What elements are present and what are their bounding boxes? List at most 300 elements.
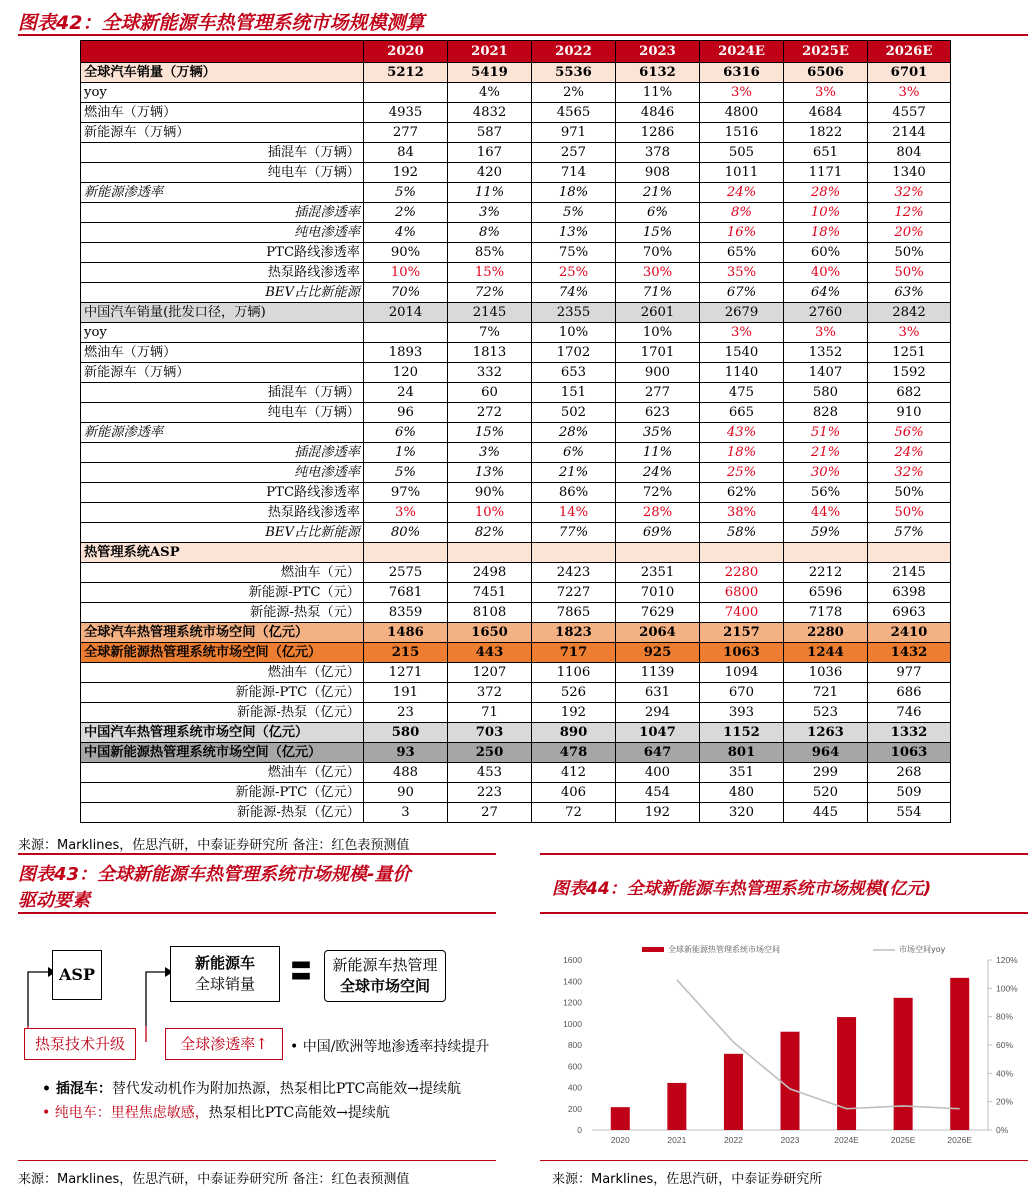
table-cell: 2145 <box>448 303 532 323</box>
y2-tick-label: 60% <box>996 1040 1014 1050</box>
table-cell: 4846 <box>616 103 700 123</box>
y2-tick-label: 120% <box>996 955 1018 965</box>
fig43-rule <box>18 912 496 914</box>
table-cell: 378 <box>616 143 700 163</box>
fig44-chart <box>540 940 1028 1155</box>
table-cell: 50% <box>868 503 951 523</box>
table-cell: 77% <box>532 523 616 543</box>
table-cell: 11% <box>448 183 532 203</box>
table-cell: 400 <box>616 763 700 783</box>
table-cell: 6596 <box>784 583 868 603</box>
row-label: 全球汽车销量（万辆） <box>81 63 364 83</box>
fig43-bottom-rule <box>18 1160 496 1161</box>
table-cell: 13% <box>448 463 532 483</box>
table-cell: 56% <box>784 483 868 503</box>
table-row <box>81 643 951 663</box>
table-cell <box>616 543 700 563</box>
table-cell: 1271 <box>364 663 448 683</box>
table-row <box>81 583 951 603</box>
asp-box <box>52 950 102 1000</box>
table-cell: 2212 <box>784 563 868 583</box>
table-cell: 1% <box>364 443 448 463</box>
equals-sign: 〓 <box>290 960 313 985</box>
table-cell: 215 <box>364 643 448 663</box>
table-cell: 502 <box>532 403 616 423</box>
fig44-rule <box>540 912 1028 914</box>
table-cell: 18% <box>700 443 784 463</box>
table-cell: 908 <box>616 163 700 183</box>
table-cell: 372 <box>448 683 532 703</box>
legend-bar-label: 全球新能源热管理系统市场空间 <box>668 945 780 954</box>
table-cell: 320 <box>700 803 784 823</box>
table-cell: 2842 <box>868 303 951 323</box>
y2-tick-label: 20% <box>996 1096 1014 1107</box>
table-cell: 3 <box>364 803 448 823</box>
table-cell: 24% <box>616 463 700 483</box>
table-cell: 30% <box>616 263 700 283</box>
table-cell: 82% <box>448 523 532 543</box>
table-cell: 2679 <box>700 303 784 323</box>
table-row <box>81 463 951 483</box>
table-cell: 18% <box>784 223 868 243</box>
row-label: BEV占比新能源 <box>81 523 364 543</box>
table-cell: 1207 <box>448 663 532 683</box>
table-row <box>81 803 951 823</box>
table-row <box>81 123 951 143</box>
y-tick-label: 800 <box>567 1040 582 1050</box>
table-cell: 299 <box>784 763 868 783</box>
table-cell: 80% <box>364 523 448 543</box>
table-cell: 74% <box>532 283 616 303</box>
table-cell: 10% <box>364 263 448 283</box>
y-tick-label: 1600 <box>563 955 582 965</box>
table-cell: 454 <box>616 783 700 803</box>
chart-legend <box>642 944 946 954</box>
table-cell: 5419 <box>448 63 532 83</box>
table-cell: 32% <box>868 463 951 483</box>
table-cell: 2% <box>532 83 616 103</box>
table-cell: 3% <box>364 503 448 523</box>
table-cell: 1047 <box>616 723 700 743</box>
row-label: yoy <box>81 323 364 343</box>
table-cell: 1011 <box>700 163 784 183</box>
table-cell: 3% <box>700 83 784 103</box>
table-row <box>81 223 951 243</box>
table-cell: 1063 <box>868 743 951 763</box>
table-cell: 151 <box>532 383 616 403</box>
table-cell: 1251 <box>868 343 951 363</box>
table-cell: 277 <box>616 383 700 403</box>
table-cell: 5% <box>364 183 448 203</box>
fig42-source: 来源：Marklines，佐思汽研，中泰证券研究所 备注：红色表预测值 <box>18 838 410 853</box>
table-cell: 475 <box>700 383 784 403</box>
table-cell: 40% <box>784 263 868 283</box>
table-cell: 4800 <box>700 103 784 123</box>
heatpump-upgrade-box <box>24 1028 136 1060</box>
row-label: 燃油车（亿元） <box>81 763 364 783</box>
market-space-line2: 全球市场空间 <box>339 977 430 995</box>
table-cell: 580 <box>364 723 448 743</box>
table-cell: 1036 <box>784 663 868 683</box>
x-tick-label: 2021 <box>667 1135 687 1145</box>
bar-2024E <box>837 1017 856 1130</box>
table-cell: 8359 <box>364 603 448 623</box>
table-cell: 1140 <box>700 363 784 383</box>
table-cell: 1822 <box>784 123 868 143</box>
table-cell: 4684 <box>784 103 868 123</box>
row-label: 插混车（万辆） <box>81 143 364 163</box>
bar-2025E <box>894 998 913 1130</box>
chart-line <box>677 980 960 1109</box>
table-row <box>81 303 951 323</box>
table-row <box>81 63 951 83</box>
table-cell: 2498 <box>448 563 532 583</box>
row-label: 插混渗透率 <box>81 203 364 223</box>
table-cell: 1263 <box>784 723 868 743</box>
table-cell: 580 <box>784 383 868 403</box>
table-row <box>81 483 951 503</box>
table-cell: 721 <box>784 683 868 703</box>
table-cell: 2280 <box>700 563 784 583</box>
table-cell: 4565 <box>532 103 616 123</box>
table-cell: 4832 <box>448 103 532 123</box>
table-cell: 71 <box>448 703 532 723</box>
table-cell: 72% <box>616 483 700 503</box>
table-cell: 59% <box>784 523 868 543</box>
table-cell: 7400 <box>700 603 784 623</box>
table-cell: 686 <box>868 683 951 703</box>
table-cell: 488 <box>364 763 448 783</box>
row-label: BEV占比新能源 <box>81 283 364 303</box>
yoy-line <box>677 980 960 1109</box>
table-cell: 21% <box>532 463 616 483</box>
global-penetration-box <box>165 1028 283 1060</box>
table-cell: 6132 <box>616 63 700 83</box>
table-cell: 1702 <box>532 343 616 363</box>
table-cell: 480 <box>700 783 784 803</box>
bullet-bev-text: 热泵相比PTC高能效→提续航 <box>208 1105 390 1121</box>
table-cell <box>364 543 448 563</box>
table-cell: 828 <box>784 403 868 423</box>
table-cell: 24% <box>868 443 951 463</box>
table-cell: 1139 <box>616 663 700 683</box>
table-cell: 90% <box>364 243 448 263</box>
table-cell: 509 <box>868 783 951 803</box>
table-cell: 7010 <box>616 583 700 603</box>
table-cell: 10% <box>448 503 532 523</box>
table-cell: 32% <box>868 183 951 203</box>
table-cell: 6398 <box>868 583 951 603</box>
row-label: PTC路线渗透率 <box>81 483 364 503</box>
table-cell: 2157 <box>700 623 784 643</box>
table-row <box>81 423 951 443</box>
table-cell: 7629 <box>616 603 700 623</box>
table-cell: 2575 <box>364 563 448 583</box>
table-row <box>81 83 951 103</box>
table-cell: 1407 <box>784 363 868 383</box>
fig44-bottom-rule <box>540 1160 1028 1161</box>
table-cell: 526 <box>532 683 616 703</box>
table-cell: 24 <box>364 383 448 403</box>
table-cell: 192 <box>532 703 616 723</box>
table-cell: 250 <box>448 743 532 763</box>
header-year: 2021 <box>448 41 532 63</box>
table-cell <box>532 543 616 563</box>
table-cell: 6% <box>616 203 700 223</box>
x-tick-label: 2023 <box>780 1135 800 1145</box>
table-cell: 71% <box>616 283 700 303</box>
bullet-phev-text: 替代发动机作为附加热源，热泵相比PTC高能效→提续航 <box>111 1081 462 1097</box>
row-label: 燃油车（元） <box>81 563 364 583</box>
table-row <box>81 363 951 383</box>
table-row <box>81 163 951 183</box>
table-cell: 35% <box>616 423 700 443</box>
table-cell: 21% <box>616 183 700 203</box>
table-cell: 2% <box>364 203 448 223</box>
table-cell: 51% <box>784 423 868 443</box>
x-tick-label: 2026E <box>947 1135 973 1145</box>
table-cell: 4% <box>448 83 532 103</box>
table-cell: 10% <box>784 203 868 223</box>
table-cell: 6800 <box>700 583 784 603</box>
table-cell: 15% <box>616 223 700 243</box>
table-row <box>81 503 951 523</box>
header-year: 2026E <box>868 41 951 63</box>
table-cell: 191 <box>364 683 448 703</box>
table-cell: 703 <box>448 723 532 743</box>
table-row <box>81 743 951 763</box>
row-label: 全球新能源热管理系统市场空间（亿元） <box>81 643 364 663</box>
table-cell: 18% <box>532 183 616 203</box>
table-cell: 653 <box>532 363 616 383</box>
table-cell: 3% <box>700 323 784 343</box>
row-label: 新能源渗透率 <box>81 423 364 443</box>
table-cell: 8% <box>448 223 532 243</box>
row-label: 纯电车（万辆） <box>81 403 364 423</box>
row-label: 燃油车（万辆） <box>81 103 364 123</box>
table-cell: 1701 <box>616 343 700 363</box>
table-cell: 50% <box>868 263 951 283</box>
x-tick-label: 2020 <box>610 1135 630 1145</box>
y2-tick-label: 100% <box>996 983 1018 994</box>
table-row <box>81 283 951 303</box>
table-cell: 977 <box>868 663 951 683</box>
table-cell: 587 <box>448 123 532 143</box>
table-cell: 7681 <box>364 583 448 603</box>
table-cell: 70% <box>616 243 700 263</box>
table-cell: 28% <box>784 183 868 203</box>
table-cell: 623 <box>616 403 700 423</box>
row-label: 纯电车（万辆） <box>81 163 364 183</box>
table-cell: 332 <box>448 363 532 383</box>
table-row <box>81 523 951 543</box>
row-label: 新能源-热泵（元） <box>81 603 364 623</box>
legend-line-label: 市场空间yoy <box>899 945 946 954</box>
table-cell: 2064 <box>616 623 700 643</box>
table-cell: 20% <box>868 223 951 243</box>
table-cell: 16% <box>700 223 784 243</box>
y-tick-label: 1400 <box>563 976 582 987</box>
table-cell: 120 <box>364 363 448 383</box>
nev-sales-box <box>170 946 280 1002</box>
row-label: PTC路线渗透率 <box>81 243 364 263</box>
table-cell: 520 <box>784 783 868 803</box>
table-row <box>81 783 951 803</box>
table-cell: 925 <box>616 643 700 663</box>
table-cell: 50% <box>868 243 951 263</box>
row-label: 全球汽车热管理系统市场空间（亿元） <box>81 623 364 643</box>
table-cell: 25% <box>532 263 616 283</box>
table-cell: 60 <box>448 383 532 403</box>
table-row <box>81 143 951 163</box>
table-cell: 523 <box>784 703 868 723</box>
table-cell: 69% <box>616 523 700 543</box>
table-cell: 72 <box>532 803 616 823</box>
table-cell: 1432 <box>868 643 951 663</box>
y-tick-label: 1200 <box>563 997 582 1008</box>
table-cell: 420 <box>448 163 532 183</box>
table-cell: 63% <box>868 283 951 303</box>
bar-2023 <box>781 1032 800 1130</box>
table-cell: 15% <box>448 423 532 443</box>
row-label: 新能源车（万辆） <box>81 363 364 383</box>
table-cell: 272 <box>448 403 532 423</box>
table-cell: 505 <box>700 143 784 163</box>
table-cell: 900 <box>616 363 700 383</box>
table-cell: 2145 <box>868 563 951 583</box>
y2-tick-label: 0% <box>996 1125 1009 1135</box>
table-cell: 717 <box>532 643 616 663</box>
row-label: 热泵路线渗透率 <box>81 503 364 523</box>
header-year: 2023 <box>616 41 700 63</box>
row-label: 新能源-PTC（亿元） <box>81 683 364 703</box>
table-row <box>81 263 951 283</box>
table-cell: 167 <box>448 143 532 163</box>
table-cell: 28% <box>616 503 700 523</box>
table-cell: 8% <box>700 203 784 223</box>
y2-tick-label: 80% <box>996 1011 1014 1022</box>
table-cell: 7% <box>448 323 532 343</box>
table-cell: 25% <box>700 463 784 483</box>
table-cell: 1171 <box>784 163 868 183</box>
table-cell: 746 <box>868 703 951 723</box>
table-cell: 631 <box>616 683 700 703</box>
table-cell: 97% <box>364 483 448 503</box>
table-cell: 1332 <box>868 723 951 743</box>
fig44-source: 来源：Marklines，佐思汽研，中泰证券研究所 <box>552 1172 823 1187</box>
table-cell: 804 <box>868 143 951 163</box>
table-cell: 62% <box>700 483 784 503</box>
table-cell: 714 <box>532 163 616 183</box>
table-cell: 910 <box>868 403 951 423</box>
table-cell: 192 <box>364 163 448 183</box>
table-cell: 406 <box>532 783 616 803</box>
table-cell: 7865 <box>532 603 616 623</box>
table-cell: 5212 <box>364 63 448 83</box>
table-cell: 30% <box>784 463 868 483</box>
table-cell: 96 <box>364 403 448 423</box>
market-space-box <box>324 950 446 1002</box>
row-label: 新能源-热泵（亿元） <box>81 803 364 823</box>
row-label: 纯电渗透率 <box>81 463 364 483</box>
table-cell: 2410 <box>868 623 951 643</box>
table-cell: 6% <box>532 443 616 463</box>
fig43-source: 来源：Marklines，佐思汽研，中泰证券研究所 备注：红色表预测值 <box>18 1172 410 1187</box>
table-cell: 1540 <box>700 343 784 363</box>
table-row <box>81 723 951 743</box>
fig44-title: 图表44：全球新能源车热管理系统市场规模(亿元) <box>552 879 932 899</box>
table-cell: 1592 <box>868 363 951 383</box>
table-cell: 6% <box>364 423 448 443</box>
table-cell: 85% <box>448 243 532 263</box>
row-label: 新能源渗透率 <box>81 183 364 203</box>
table-cell: 682 <box>868 383 951 403</box>
bullet-bev <box>42 1102 390 1122</box>
table-cell: 2144 <box>868 123 951 143</box>
fig42-table-wrap <box>80 40 950 823</box>
row-label: 燃油车（亿元） <box>81 663 364 683</box>
x-tick-label: 2022 <box>723 1135 743 1145</box>
table-cell: 70% <box>364 283 448 303</box>
y-tick-label: 1000 <box>563 1018 582 1029</box>
table-cell: 1152 <box>700 723 784 743</box>
table-row <box>81 203 951 223</box>
table-cell: 56% <box>868 423 951 443</box>
fig43-title-line2: 驱动要素 <box>18 890 90 911</box>
table-row <box>81 403 951 423</box>
table-cell: 412 <box>532 763 616 783</box>
table-cell: 1352 <box>784 343 868 363</box>
header-year: 2025E <box>784 41 868 63</box>
table-cell: 5% <box>364 463 448 483</box>
row-label: 中国汽车销量(批发口径，万辆) <box>81 303 364 323</box>
table-cell: 453 <box>448 763 532 783</box>
table-cell: 1823 <box>532 623 616 643</box>
table-cell: 801 <box>700 743 784 763</box>
table-cell: 277 <box>364 123 448 143</box>
table-row <box>81 383 951 403</box>
table-cell: 651 <box>784 143 868 163</box>
table-row <box>81 343 951 363</box>
table-cell: 50% <box>868 483 951 503</box>
table-cell: 58% <box>700 523 784 543</box>
x-tick-label: 2025E <box>890 1135 916 1145</box>
table-cell: 6963 <box>868 603 951 623</box>
bar-2020 <box>611 1107 630 1130</box>
row-label: 新能源-PTC（元） <box>81 583 364 603</box>
table-cell: 84 <box>364 143 448 163</box>
table-cell: 44% <box>784 503 868 523</box>
table-cell: 3% <box>868 83 951 103</box>
table-cell: 3% <box>448 443 532 463</box>
table-row <box>81 603 951 623</box>
table-cell: 2760 <box>784 303 868 323</box>
row-label: 新能源车（万辆） <box>81 123 364 143</box>
row-label: 热管理系统ASP <box>81 543 364 563</box>
table-row <box>81 443 951 463</box>
table-cell <box>700 543 784 563</box>
table-row <box>81 763 951 783</box>
heatpump-upgrade-label: 热泵技术升级 <box>34 1035 125 1053</box>
row-label: 纯电渗透率 <box>81 223 364 243</box>
table-cell: 4557 <box>868 103 951 123</box>
table-row <box>81 243 951 263</box>
fig44-top-rule <box>540 853 1028 855</box>
table-cell: 43% <box>700 423 784 443</box>
fig42-table <box>80 40 951 823</box>
legend-bar-swatch <box>642 947 664 952</box>
row-label: 中国新能源热管理系统市场空间（亿元） <box>81 743 364 763</box>
